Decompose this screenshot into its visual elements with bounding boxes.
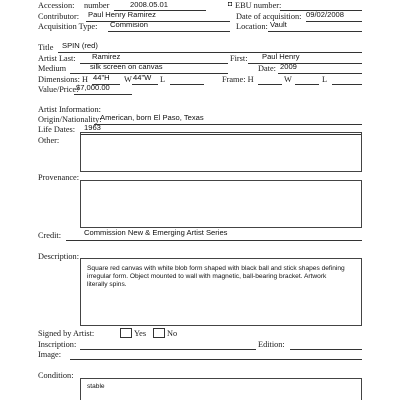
value-price-line (74, 94, 132, 95)
contributor-label: Contributor: (38, 12, 80, 21)
origin-nationality-line (94, 124, 362, 125)
frame-w-label: W (284, 75, 292, 84)
signed-by-artist-label: Signed by Artist: (38, 329, 95, 338)
accession-label: Accession: (38, 1, 75, 10)
inscription-label: Inscription: (38, 340, 77, 349)
condition-label: Condition: (38, 371, 74, 380)
frame-l-line (332, 84, 362, 85)
inscription-line (80, 349, 256, 350)
credit-line (66, 240, 362, 241)
origin-nationality-value[interactable]: American, born El Paso, Texas (100, 113, 204, 122)
provenance-text-box[interactable] (80, 180, 362, 228)
acquisition-type-value[interactable]: Commision (110, 20, 148, 29)
date-of-acquisition-line (306, 21, 362, 22)
dimensions-w-value[interactable]: 44"W (133, 73, 152, 82)
artist-information-label: Artist Information: (38, 105, 101, 114)
ebu-marker-icon: ◘ (228, 0, 233, 8)
date-label: Date: (258, 64, 276, 73)
origin-nationality-label: Origin/Nationality: (38, 115, 102, 124)
other-text-box[interactable] (80, 132, 362, 172)
image-label: Image: (38, 350, 62, 359)
description-text (87, 265, 359, 290)
artist-last-label: Artist Last: (38, 54, 76, 63)
date-of-acquisition-label: Date of acquisition: (236, 12, 302, 21)
value-price-label: Value/Price: (38, 85, 79, 94)
other-label: Other: (38, 136, 60, 145)
medium-value[interactable]: silk screen on canvas (90, 62, 163, 71)
description-line: Square red canvas with white blob form shaped with black ball and stick shapes defining (87, 265, 345, 272)
dimensions-l-line (170, 84, 204, 85)
life-dates-label: Life Dates: (38, 125, 76, 134)
date-value[interactable]: 2009 (280, 62, 297, 71)
date-line (278, 73, 362, 74)
first-name-label: First: (230, 54, 248, 63)
medium-label: Medium (38, 64, 67, 73)
signed-yes-label: Yes (134, 329, 147, 338)
condition-text-box[interactable] (80, 378, 362, 400)
edition-line (290, 349, 362, 350)
ebu-number-label: EBU number: (235, 1, 282, 10)
dimensions-l-label: L (160, 75, 166, 84)
condition-value: stable (87, 383, 105, 390)
dimensions-w-line (132, 84, 158, 85)
first-name-value[interactable]: Paul Henry (262, 52, 300, 61)
edition-label: Edition: (258, 340, 285, 349)
signed-no-label: No (167, 329, 178, 338)
title-label: Title (38, 43, 54, 52)
frame-l-label: L (322, 75, 328, 84)
credit-label: Credit: (38, 231, 62, 240)
frame-label: Frame: H (222, 75, 254, 84)
frame-h-line (258, 84, 282, 85)
dimensions-label: Dimensions: H (38, 75, 89, 84)
credit-value[interactable]: Commission New & Emerging Artist Series (84, 228, 228, 237)
acquisition-type-label: Acquisition Type: (38, 22, 98, 31)
date-of-acquisition-value[interactable]: 09/02/2008 (306, 10, 345, 19)
life-dates-value[interactable]: 1963 (84, 123, 101, 132)
dimensions-w-label: W (124, 75, 132, 84)
signed-yes-checkbox[interactable] (120, 328, 132, 338)
signed-no-checkbox[interactable] (153, 328, 165, 338)
description-text-box[interactable] (80, 258, 362, 326)
contributor-line (86, 21, 230, 22)
description-line: literally spins. (87, 281, 127, 289)
description-line: irregular form. Object mounted to wall with magnetic, ball-bearing bracket. Artwork (87, 273, 327, 281)
location-label: Location: (236, 22, 268, 31)
dimensions-h-value[interactable]: 44"H (93, 73, 110, 82)
description-label: Description: (38, 252, 80, 261)
title-value[interactable]: SPIN (red) (62, 41, 98, 50)
location-line (268, 31, 362, 32)
contributor-value[interactable]: Paul Henry Ramirez (88, 10, 156, 19)
accession-number-value[interactable]: 2008.05.01 (130, 0, 169, 9)
frame-w-line (295, 84, 319, 85)
value-price-value[interactable]: $7,000.00 (76, 83, 110, 92)
image-line (70, 359, 362, 360)
accession-number-label: number (84, 1, 110, 10)
acquisition-type-line (108, 31, 230, 32)
location-value[interactable]: Vault (270, 20, 287, 29)
artist-last-value[interactable]: Ramirez (92, 52, 121, 61)
provenance-label: Provenance: (38, 173, 80, 182)
